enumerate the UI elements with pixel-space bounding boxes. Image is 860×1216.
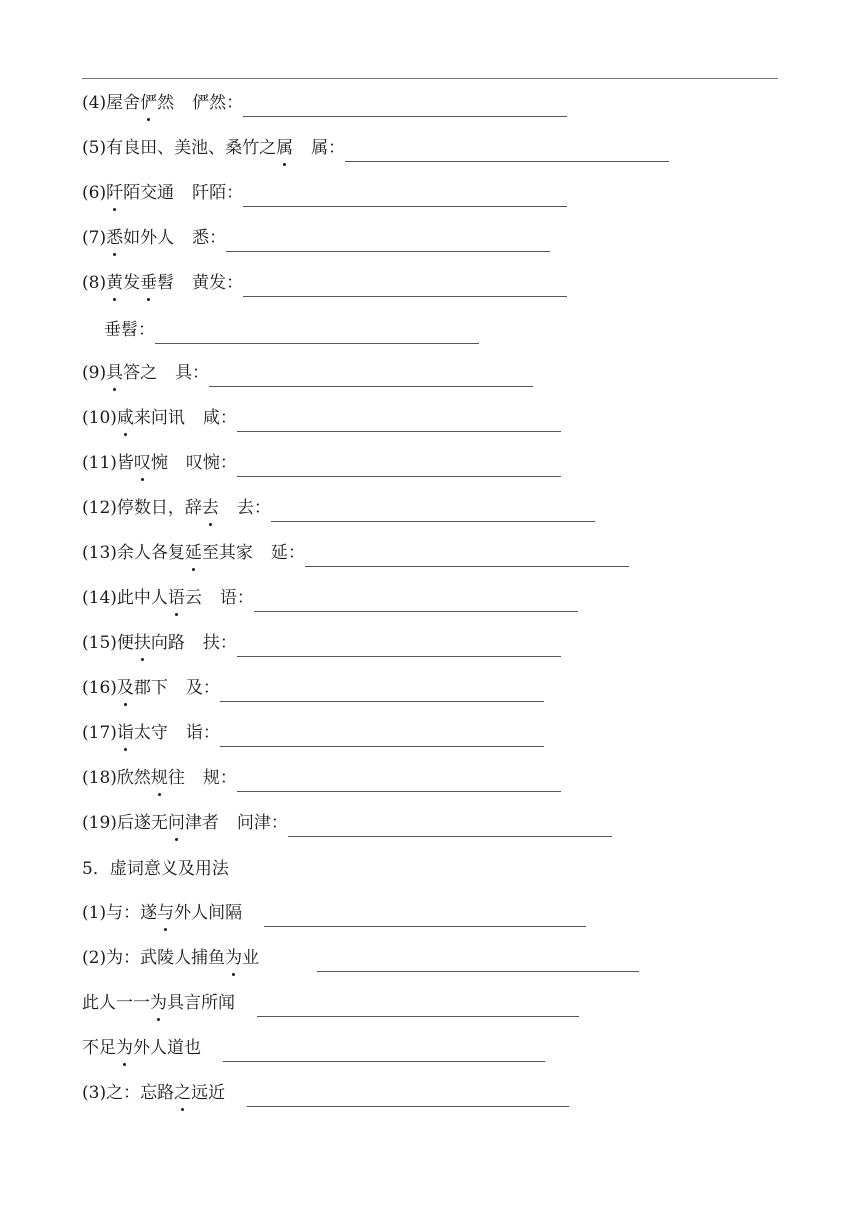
emphasized-char: 阡 — [106, 179, 123, 207]
section-5-title — [82, 855, 229, 883]
answer-blank[interactable] — [220, 683, 544, 702]
emphasized-char: 为 — [225, 944, 242, 972]
emphasized-char: 语 — [168, 584, 185, 612]
answer-blank[interactable] — [305, 548, 629, 567]
answer-blank[interactable] — [237, 638, 561, 657]
vocab-item-5: (5) 有良田、美池、桑竹之 属 属： — [82, 134, 669, 162]
emphasized-char: 与 — [157, 899, 174, 927]
vocab-item-11: (11) 皆 叹 惋 叹惋： — [82, 449, 561, 477]
answer-blank[interactable] — [237, 773, 561, 792]
vocab-item-9: (9) 具 答之 具： — [82, 359, 533, 387]
term-label: 语： — [219, 588, 254, 608]
emphasized-char: 悉 — [106, 224, 123, 252]
answer-blank[interactable] — [345, 143, 669, 162]
emphasized-char: 黄 — [106, 269, 123, 297]
emphasized-char: 去 — [202, 494, 219, 522]
vocab-item-7: (7) 悉 如外人 悉： — [82, 224, 550, 252]
term-label: 规： — [202, 768, 237, 788]
vocab-item-14: (14) 此中人 语 云 语： — [82, 584, 578, 612]
emphasized-char: 咸 — [117, 404, 134, 432]
function-word-row-3: 此人一一 为 具言所闻 — [82, 989, 579, 1017]
emphasized-char: 叹 — [134, 449, 151, 477]
answer-blank[interactable] — [243, 278, 567, 297]
answer-blank[interactable] — [247, 1088, 569, 1107]
term-label: 具： — [175, 363, 210, 383]
term-label: 去： — [236, 498, 271, 518]
answer-blank[interactable] — [243, 98, 567, 117]
emphasized-char: 规 — [151, 764, 168, 792]
answer-blank[interactable] — [271, 503, 595, 522]
answer-blank[interactable] — [155, 325, 479, 344]
term-label: 及： — [185, 678, 220, 698]
emphasized-char: 为 — [150, 989, 167, 1017]
term-label: 俨然： — [192, 93, 244, 113]
function-word-row-2: (2)为：武陵人捕鱼 为 业 — [82, 944, 639, 972]
vocab-item-4: (4) 屋舍 俨 然 俨然： — [82, 89, 567, 117]
term-label: 扶： — [202, 633, 237, 653]
function-word-row-4: 不足 为 外人道也 — [82, 1034, 545, 1062]
term-label: 延： — [270, 543, 305, 563]
vocab-item-15: (15) 便 扶 向路 扶： — [82, 629, 561, 657]
term-label: 垂髫： — [104, 320, 155, 340]
answer-blank[interactable] — [257, 998, 579, 1017]
function-word-row-5: (3)之：忘路 之 远近 — [82, 1079, 569, 1107]
emphasized-char: 诣 — [117, 719, 134, 747]
answer-blank[interactable] — [264, 908, 586, 927]
function-word-row-1: (1)与：遂 与 外人间隔 — [82, 899, 586, 927]
vocab-item-18: (18) 欣然 规 往 规： — [82, 764, 561, 792]
term-label: 诣： — [185, 723, 220, 743]
vocab-item-6: (6) 阡 陌交通 阡陌： — [82, 179, 567, 207]
emphasized-char: 俨 — [140, 89, 157, 117]
emphasized-char: 延 — [185, 539, 202, 567]
term-label: 问津： — [236, 813, 288, 833]
answer-blank[interactable] — [223, 1043, 545, 1062]
term-label: 悉： — [192, 228, 227, 248]
answer-blank[interactable] — [254, 593, 578, 612]
answer-blank[interactable] — [243, 188, 567, 207]
emphasized-char: 具 — [106, 359, 123, 387]
vocab-item-13: (13) 余人各复 延 至其家 延： — [82, 539, 629, 567]
section-heading: 5．虚词意义及用法 — [82, 859, 229, 879]
emphasized-char: 及 — [117, 674, 134, 702]
vocab-item-16: (16) 及 郡下 及： — [82, 674, 544, 702]
vocab-item-10: (10) 咸 来问讯 咸： — [82, 404, 561, 432]
emphasized-char: 属 — [276, 134, 293, 162]
answer-blank[interactable] — [237, 413, 561, 432]
emphasized-char: 之 — [174, 1079, 191, 1107]
answer-blank[interactable] — [237, 458, 561, 477]
answer-blank[interactable] — [226, 233, 550, 252]
vocab-item-8: (8) 黄 发 垂 髫 黄发： — [82, 269, 567, 297]
vocab-item-12: (12) 停数日，辞 去 去： — [82, 494, 595, 522]
vocab-item-19: (19) 后遂无 问 津者 问津： — [82, 809, 612, 837]
term-label: 阡陌： — [192, 183, 244, 203]
term-label: 黄发： — [192, 273, 244, 293]
emphasized-char: 扶 — [134, 629, 151, 657]
term-label: 属： — [311, 138, 346, 158]
emphasized-char: 垂 — [140, 269, 157, 297]
vocab-item-17: (17) 诣 太守 诣： — [82, 719, 544, 747]
answer-blank[interactable] — [220, 728, 544, 747]
emphasized-char: 问 — [168, 809, 185, 837]
header-rule — [82, 78, 778, 79]
term-label: 叹惋： — [185, 453, 237, 473]
answer-blank[interactable] — [317, 953, 639, 972]
item-number: (4) — [82, 93, 107, 113]
answer-blank[interactable] — [288, 818, 612, 837]
emphasized-char: 为 — [116, 1034, 133, 1062]
answer-blank[interactable] — [209, 368, 533, 387]
term-label: 咸： — [202, 408, 237, 428]
vocab-item-8b — [104, 316, 479, 344]
